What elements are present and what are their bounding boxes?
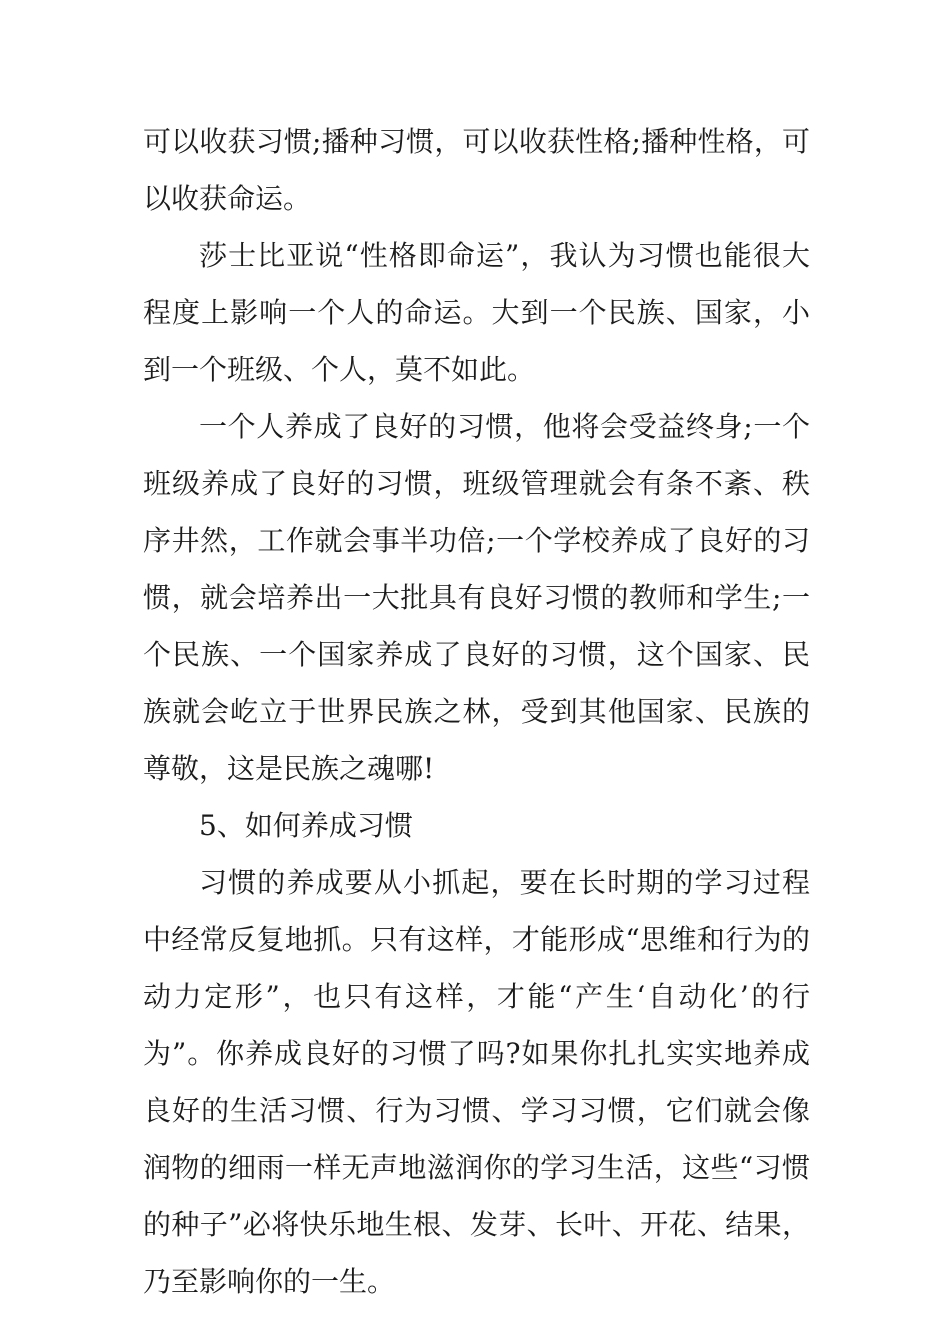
paragraph-shakespeare: 莎士比亚说“性格即命运”，我认为习惯也能很大程度上影响一个人的命运。大到一个民族、国家，小到一个班级、个人，莫不如此。 [143, 239, 810, 386]
paragraph-good-habits: 一个人养成了良好的习惯，他将会受益终身;一个班级养成了良好的习惯，班级管理就会有条不紊、秩序井然，工作就会事半功倍;一个学校养成了良好的习惯，就会培养出一大批具有良好习惯的教师和学生;一个民族、一个国家养成了良好的习惯，这个国家、民族就会屹立于世界民族之林，受到其他国家、民族的尊敬，这是民族之魂哪! [143, 410, 810, 785]
section-heading-how-to-form-habits: 5、如何养成习惯 [199, 809, 413, 842]
paragraph-forming-habits: 习惯的养成要从小抓起，要在长时期的学习过程中经常反复地抓。只有这样，才能形成“思维和行为的动力定形”，也只有这样，才能“产生‘自动化’的行为”。你养成良好的习惯了吗?如果你扎扎实实地养成良好的生活习惯、行为习惯、学习习惯，它们就会像润物的细雨一样无声地滋润你的学习生活，这些“习惯的种子”必将快乐地生根、发芽、长叶、开花、结果，乃至影响你的一生。 [143, 866, 810, 1298]
paragraph-continuation: 可以收获习惯;播种习惯，可以收获性格;播种性格，可以收获命运。 [143, 125, 810, 215]
document-body [143, 113, 810, 1310]
